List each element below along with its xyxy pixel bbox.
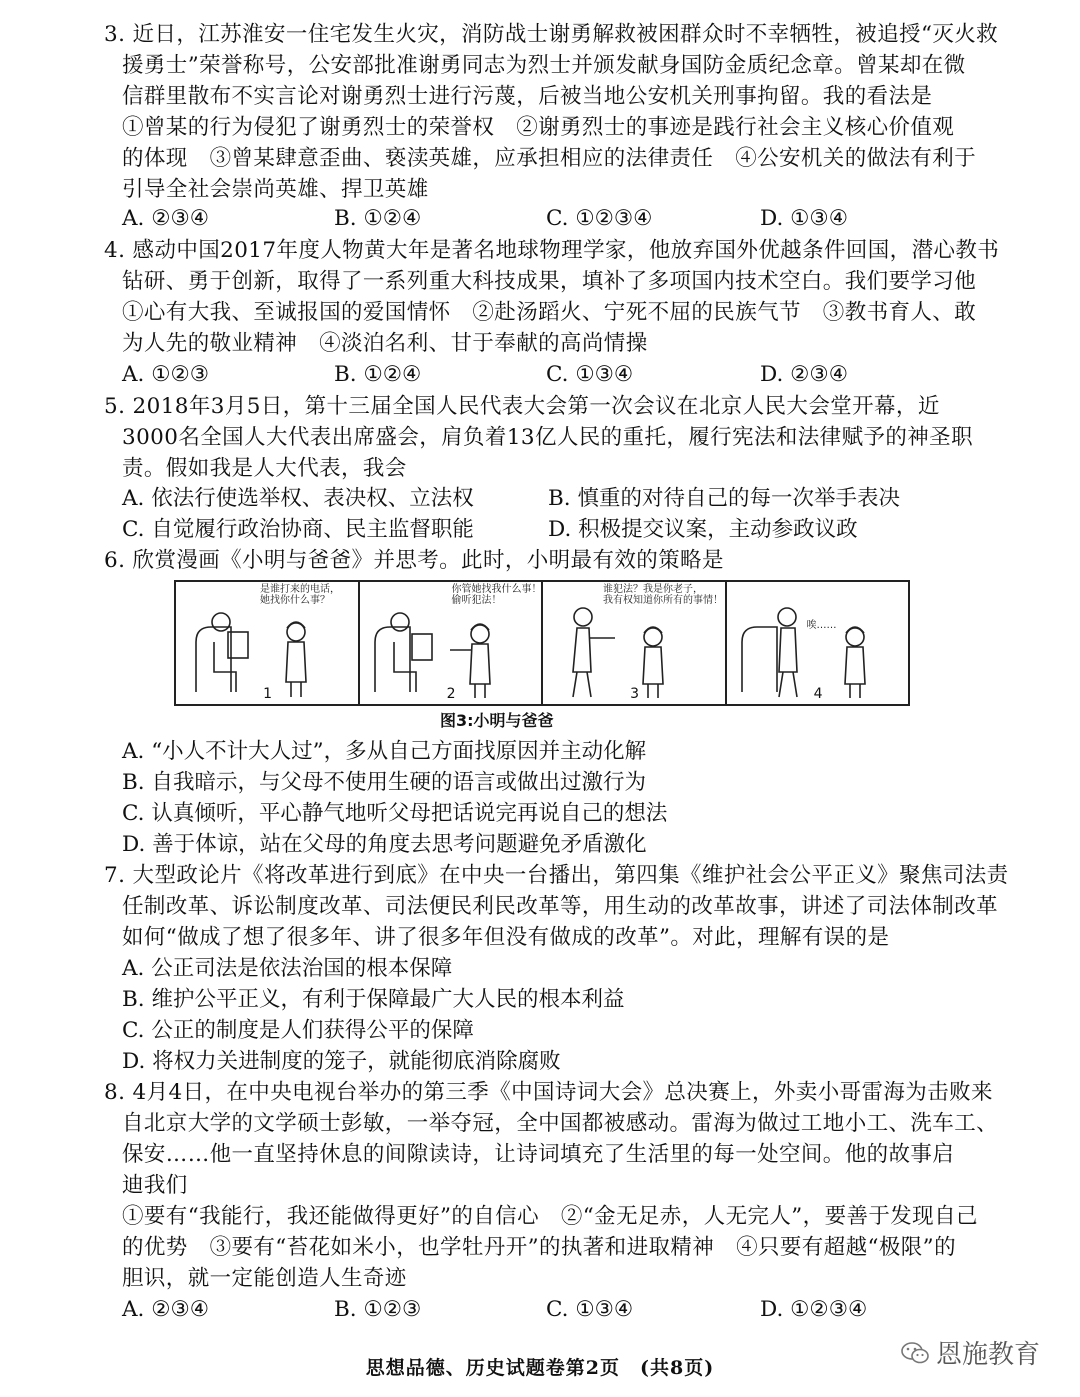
question-text-line: 胆识，就一定能创造人生奇迹 — [122, 1266, 407, 1291]
option-a: A. 公正司法是依法治国的根本保障 — [122, 956, 453, 981]
question-text-line: 引导全社会崇尚英雄、捍卫英雄 — [122, 177, 429, 202]
question-text-line: 的优势 ③要有“苔花如米小，也学牡丹开”的执著和进取精神 ④只要有超越“极限”的 — [122, 1235, 956, 1260]
option-a: A. 依法行使选举权、表决权、立法权 — [122, 486, 474, 511]
option-c: C. 认真倾听，平心静气地听父母把话说完再说自己的想法 — [122, 801, 668, 826]
question-text-line: 信群里散布不实言论对谢勇烈士进行污蔑，后被当地公安机关刑事拘留。我的看法是 — [122, 84, 933, 109]
option-b: B. ①②④ — [334, 362, 422, 387]
question-5-stem: 5. 2018年3月5日，第十三届全国人民代表大会第一次会议在北京人民大会堂开幕，近 — [104, 394, 940, 419]
option-d: D. ②③④ — [760, 362, 848, 387]
comic-panel-1 — [176, 582, 360, 704]
option-d: D. ①②③④ — [760, 1297, 868, 1322]
dad-reading-illustration — [176, 582, 356, 702]
panel-number: 3 — [630, 686, 640, 702]
question-text-line: 如何“做成了想了很多年、讲了很多年但没有做成的改革”。对此，理解有误的是 — [122, 925, 890, 950]
option-a: A. ②③④ — [122, 206, 210, 231]
question-text-line: 自北京大学的文学硕士彭敏，一举夺冠，全中国都被感动。雷海为做过工地小工、洗车工、 — [122, 1111, 999, 1136]
comic-panel-3 — [543, 582, 727, 704]
son-pointing-illustration — [360, 582, 540, 702]
figure-caption: 图3:小明与爸爸 — [440, 711, 554, 730]
question-text-line: 任制改革、诉讼制度改革、司法便民利民改革等，用生动的改革故事，讲述了司法体制改革 — [122, 894, 999, 919]
option-a: A. “小人不计大人过”，多从自己方面找原因并主动化解 — [122, 739, 647, 764]
panel-number: 2 — [446, 686, 456, 702]
option-b: B. 慎重的对待自己的每一次举手表决 — [548, 486, 900, 511]
option-c: C. 公正的制度是人们获得公平的保障 — [122, 1018, 474, 1043]
question-text-line: 钻研、勇于创新，取得了一系列重大科技成果，填补了多项国内技术空白。我们要学习他 — [122, 269, 977, 294]
option-b: B. 自我暗示，与父母不使用生硬的语言或做出过激行为 — [122, 770, 646, 795]
option-b: B. ①②④ — [334, 206, 422, 231]
comic-panel-4 — [727, 582, 909, 704]
panel-number: 4 — [813, 686, 823, 702]
dad-angry-illustration — [543, 582, 723, 702]
option-a: A. ②③④ — [122, 1297, 210, 1322]
option-c: C. 自觉履行政治协商、民主监督职能 — [122, 517, 474, 542]
option-c: C. ①③④ — [546, 1297, 634, 1322]
option-d: D. 善于体谅，站在父母的角度去思考问题避免矛盾激化 — [122, 832, 647, 857]
question-text-line: ①心有大我、至诚报国的爱国情怀 ②赴汤蹈火、宁死不屈的民族气节 ③教书育人、敢 — [122, 300, 977, 325]
speech-bubble: 唉…… — [806, 620, 837, 631]
comic-strip — [174, 580, 910, 706]
option-b: B. ①②③ — [334, 1297, 422, 1322]
question-text-line: 援勇士”荣誉称号，公安部批准谢勇同志为烈士并颁发献身国防金质纪念章。曾某却在微 — [122, 53, 966, 78]
option-c: C. ①②③④ — [546, 206, 653, 231]
option-b: B. 维护公平正义，有利于保障最广大人民的根本利益 — [122, 987, 625, 1012]
question-text-line: 保安……他一直坚持休息的间隙读诗，让诗词填充了生活里的每一处空间。他的故事启 — [122, 1142, 955, 1167]
question-3-stem: 3. 近日，江苏淮安一住宅发生火灾，消防战士谢勇解救被困群众时不幸牺牲，被追授“灭火救 — [104, 22, 999, 47]
watermark-text: 恩施教育 — [935, 1340, 1040, 1370]
option-d: D. 积极提交议案，主动参政议政 — [548, 517, 858, 542]
speech-bubble: 你管她找我什么事！ 偷听犯法！ — [451, 584, 542, 606]
panel-number: 1 — [263, 686, 273, 702]
question-text-line: 的体现 ③曾某肆意歪曲、亵渎英雄，应承担相应的法律责任 ④公安机关的做法有利于 — [122, 146, 977, 171]
page-footer: 思想品德、历史试题卷第2页 (共8页) — [365, 1357, 715, 1379]
question-4-stem: 4. 感动中国2017年度人物黄大年是著名地球物理学家，他放弃国外优越条件回国，潜心教书 — [104, 238, 1000, 263]
speech-bubble: 是谁打来的电话， 她找你什么事？ — [260, 584, 340, 606]
option-d: D. 将权力关进制度的笼子，就能彻底消除腐败 — [122, 1049, 561, 1074]
option-c: C. ①③④ — [546, 362, 634, 387]
question-8-stem: 8. 4月4日，在中央电视台举办的第三季《中国诗词大会》总决赛上，外卖小哥雷海为击败来 — [104, 1080, 993, 1105]
option-a: A. ①②③ — [122, 362, 210, 387]
question-7-stem: 7. 大型政论片《将改革进行到底》在中央一台播出，第四集《维护社会公平正义》聚焦司法责 — [104, 863, 1009, 888]
comic-panel-2 — [360, 582, 544, 704]
dad-turning-away-illustration — [727, 582, 907, 702]
question-text-line: 为人先的敬业精神 ④淡泊名利、甘于奉献的高尚情操 — [122, 331, 648, 356]
question-6-stem: 6. 欣赏漫画《小明与爸爸》并思考。此时，小明最有效的策略是 — [104, 548, 724, 573]
speech-bubble: 谁犯法？我是你老子， 我有权知道你所有的事情！ — [603, 584, 723, 606]
option-d: D. ①③④ — [760, 206, 848, 231]
question-text-line: 责。假如我是人大代表，我会 — [122, 456, 407, 481]
question-text-line: ①要有“我能行，我还能做得更好”的自信心 ②“金无足赤，人无完人”，要善于发现自己 — [122, 1204, 978, 1229]
question-text-line: 迪我们 — [122, 1173, 188, 1198]
question-text-line: 3000名全国人大代表出席盛会，肩负着13亿人民的重托，履行宪法和法律赋予的神圣职 — [122, 425, 973, 450]
question-text-line: ①曾某的行为侵犯了谢勇烈士的荣誉权 ②谢勇烈士的事迹是践行社会主义核心价值观 — [122, 115, 955, 140]
